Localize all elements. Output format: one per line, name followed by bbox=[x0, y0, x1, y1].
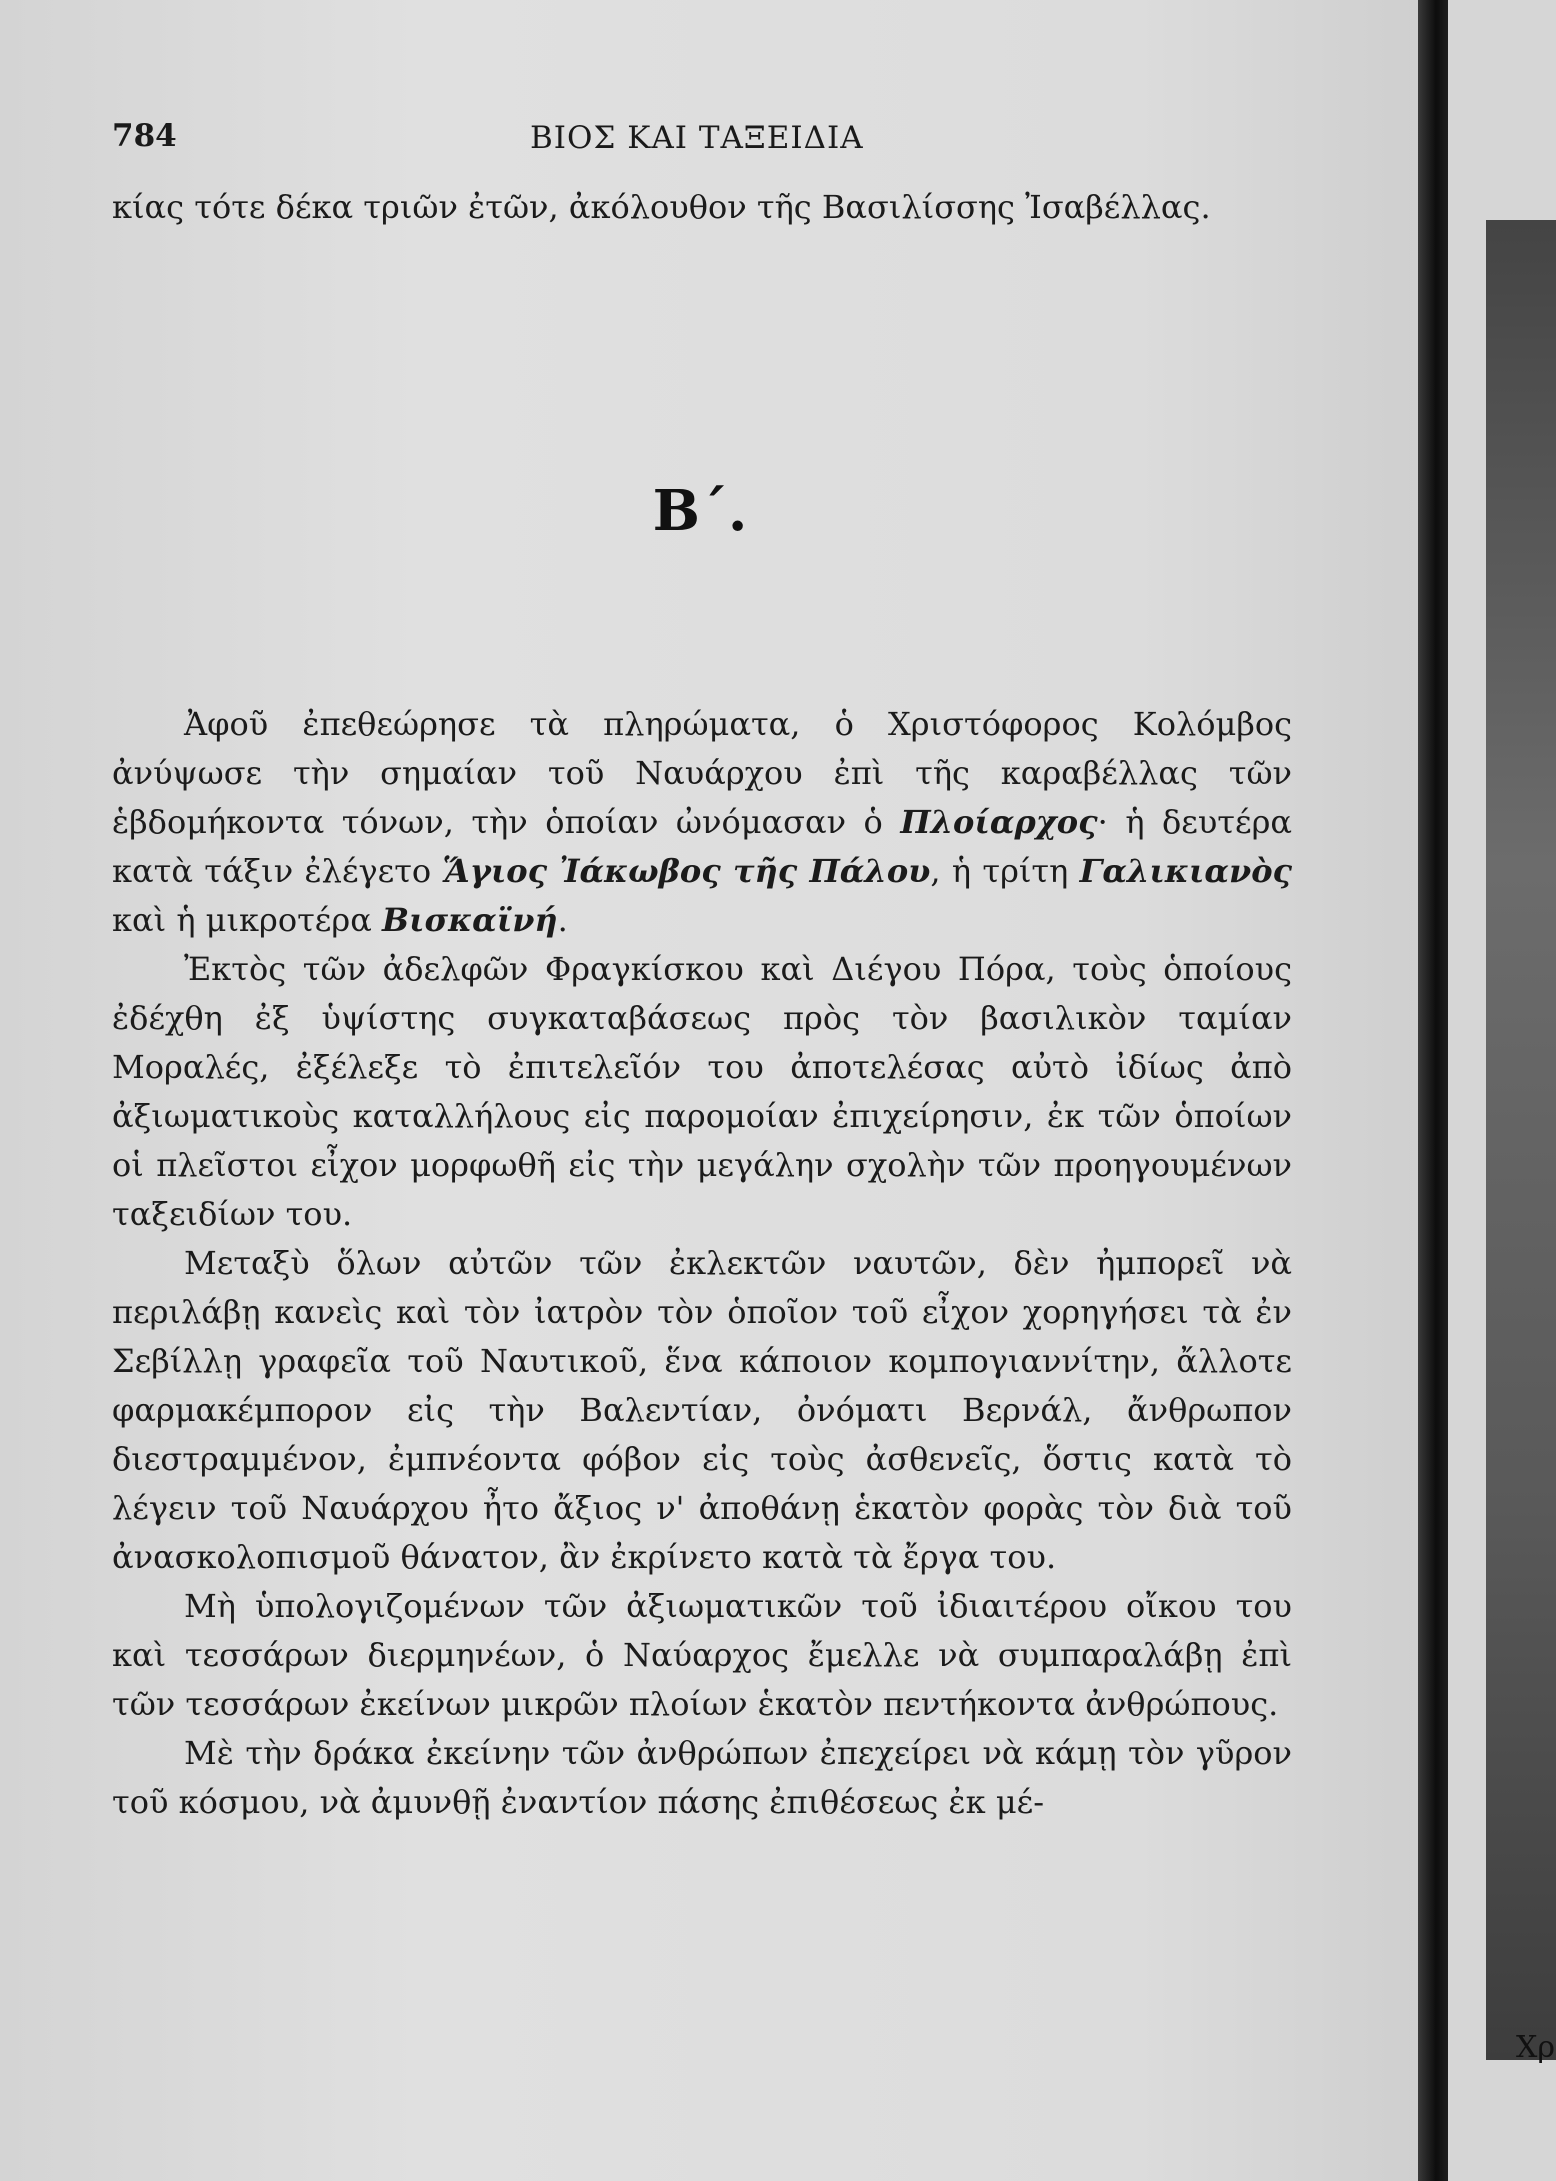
running-head: ΒΙΟΣ ΚΑΙ ΤΑΞΕΙΔΙΑ bbox=[530, 120, 864, 156]
next-page-edge bbox=[1448, 0, 1556, 2181]
paragraph-1-text-e: . bbox=[557, 901, 568, 939]
paragraph-1 bbox=[112, 700, 1292, 945]
paragraph-5: Μὲ τὴν δράκα ἐκείνην τῶν ἀνθρώπων ἐπεχείρει νὰ κάμῃ τὸν γῦρον τοῦ κόσμου, νὰ ἀμυνθῇ ἐναντίον πάσης ἐπιθέσεως ἐκ μέ- bbox=[112, 1734, 1292, 1821]
paragraph-continued: κίας τότε δέκα τριῶν ἐτῶν, ἀκόλουθον τῆς Βασιλίσσης Ἰσαβέλλας. bbox=[112, 188, 1211, 226]
ship-name-viskaini: Βισκαϊνή bbox=[381, 901, 558, 939]
ship-name-galikianos: Γαλικιανὸς bbox=[1079, 852, 1293, 890]
paragraph-1-text-b: · ἡ δευτέρα κατὰ τάξιν ἐλέγετο bbox=[112, 803, 1293, 890]
main-text bbox=[112, 700, 1292, 1827]
continued-paragraph bbox=[112, 183, 1292, 232]
ship-name-ploiarchos: Πλοίαρχος bbox=[900, 803, 1098, 841]
next-page-edge-text: Χρ bbox=[1516, 2030, 1555, 2065]
paragraph-3: Μεταξὺ ὅλων αὐτῶν τῶν ἐκλεκτῶν ναυτῶν, δὲν ἠμπορεῖ νὰ περιλάβῃ κανεὶς καὶ τὸν ἰατρὸν τὸν ὁποῖον τοῦ εἶχον χορηγήσει τὰ ἐν Σεβίλλῃ γραφεῖα τοῦ Ναυτικοῦ, ἕνα κάποιον κομπογιαννίτην, ἄλλοτε φαρμακέμπορον εἰς τὴν Βαλεντίαν, ὀνόματι Βερνάλ, ἄνθρωπον διεστραμμένον, ἐμπνέοντα φόβον εἰς τοὺς ἀσθενεῖς, ὅστις κατὰ τὸ λέγειν τοῦ Ναυάρχου ἦτο ἄξιος ν' ἀποθάνῃ ἑκατὸν φορὰς τὸν διὰ τοῦ ἀνασκολοπισμοῦ θάνατον, ἂν ἐκρίνετο κατὰ τὰ ἔργα του. bbox=[112, 1244, 1292, 1576]
section-heading: Β΄. bbox=[652, 478, 748, 544]
paragraph-1-text-c: , ἡ τρίτη bbox=[930, 852, 1080, 890]
paragraph-2: Ἐκτὸς τῶν ἀδελφῶν Φραγκίσκου καὶ Διέγου Πόρα, τοὺς ὁποίους ἐδέχθη ἐξ ὑψίστης συγκαταβάσεως πρὸς τὸν βασιλικὸν ταμίαν Μοραλές, ἐξέλεξε τὸ ἐπιτελεῖόν του ἀποτελέσας αὐτὸ ἰδίως ἀπὸ ἀξιωματικοὺς καταλλήλους εἰς παρομοίαν ἐπιχείρησιν, ἐκ τῶν ὁποίων οἱ πλεῖστοι εἶχον μορφωθῆ εἰς τὴν μεγάλην σχολὴν τῶν προηγουμένων ταξειδίων του. bbox=[112, 950, 1292, 1233]
paragraph-1-text-d: καὶ ἡ μικροτέρα bbox=[112, 901, 382, 939]
book-gutter bbox=[1418, 0, 1448, 2181]
next-page-plate bbox=[1486, 220, 1556, 2060]
page-header bbox=[0, 118, 1418, 168]
paragraph-1-text-a: Ἀφοῦ ἐπεθεώρησε τὰ πληρώματα, ὁ Χριστόφορος Κολόμβος ἀνύψωσε τὴν σημαίαν τοῦ Ναυάρχου ἐπὶ τῆς καραβέλλας τῶν ἑβδομήκοντα τόνων, τὴν ὁποίαν ὠνόμασαν ὁ bbox=[112, 705, 1292, 841]
ship-name-agios-iakovos: Ἅγιος Ἰάκωβος τῆς Πάλου bbox=[442, 852, 931, 890]
page-number: 784 bbox=[112, 118, 177, 154]
paragraph-4: Μὴ ὑπολογιζομένων τῶν ἀξιωματικῶν τοῦ ἰδιαιτέρου οἴκου του καὶ τεσσάρων διερμηνέων, ὁ Ναύαρχος ἔμελλε νὰ συμπαραλάβῃ ἐπὶ τῶν τεσσάρων ἐκείνων μικρῶν πλοίων ἑκατὸν πεντήκοντα ἀνθρώπους. bbox=[112, 1587, 1292, 1723]
